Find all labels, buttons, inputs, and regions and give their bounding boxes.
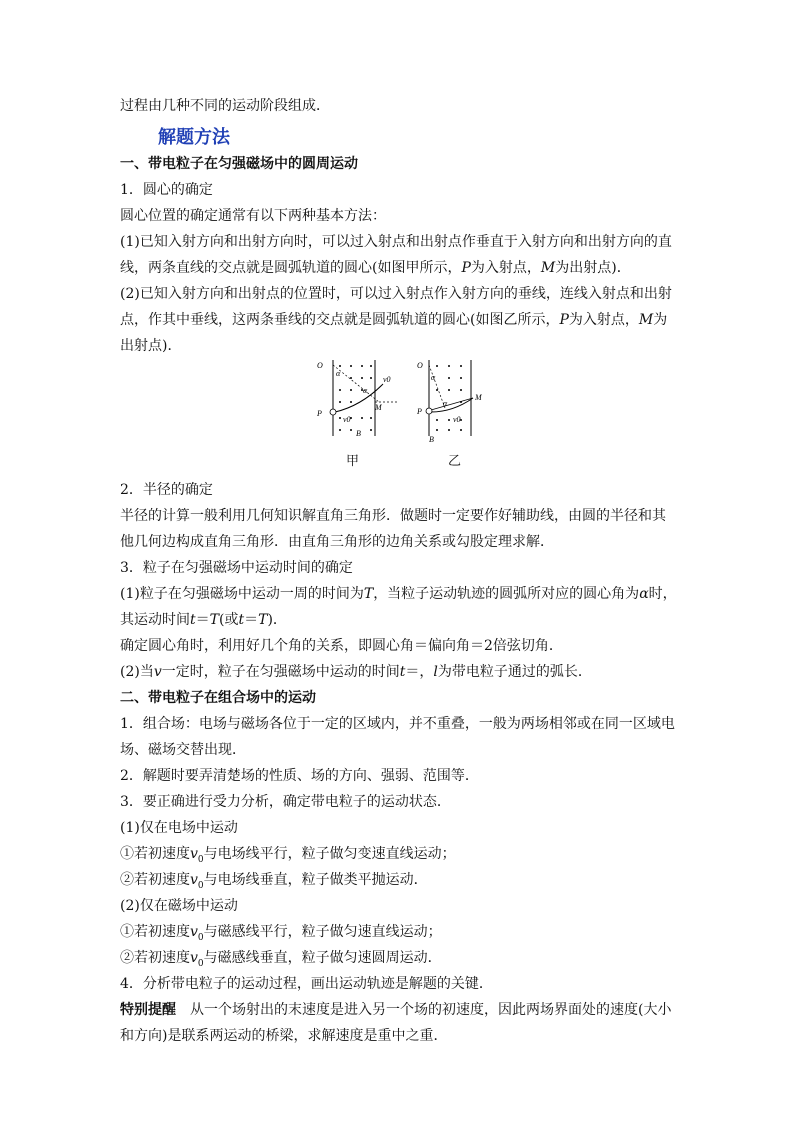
p1-line1: 1．组合场：电场与磁场各位于一定的区域内，并不重叠，一般为两场相邻或在同一区域电 — [120, 716, 675, 732]
method2-line1: (2)已知入射方向和出射点的位置时，可以过入射点作入射方向的垂线，连线入射点和出射 — [120, 286, 672, 302]
label-P: P — [417, 407, 422, 416]
method1-line2: 线，两条直线的交点就是圆弧轨道的圆心(如图甲所示，P为入射点，M为出射点)． — [120, 260, 631, 276]
electric-item-1: ①若初速度$v_0$与电场线平行，粒子做匀变速直线运动； — [120, 846, 456, 865]
label-B: B — [429, 435, 434, 444]
label-alpha-2: α — [363, 386, 368, 395]
p1-line2: 场、磁场交替出现． — [120, 742, 246, 758]
label-M: M — [475, 393, 482, 402]
label-alpha-2: α — [443, 399, 448, 408]
section-title: 解题方法 — [158, 127, 230, 148]
label-P: P — [317, 409, 322, 418]
label-v0-top: v0 — [383, 375, 391, 384]
s3-line2: 其运动时间t＝T(或t＝T)． — [120, 612, 287, 628]
figure-jia — [313, 356, 405, 444]
figure-jia-caption: 甲 — [346, 454, 360, 469]
remark-line1: 特别提醒 从一个场射出的末速度是进入另一个场的初速度，因此两场界面处的速度(大小 — [120, 1002, 672, 1018]
entry-point-p — [330, 409, 336, 415]
s2-line2: 他几何边构成直角三角形．由直角三角形的边角关系或勾股定理求解． — [120, 534, 554, 550]
s3-line3: 确定圆心角时，利用好几个角的关系，即圆心角＝偏向角＝2倍弦切角． — [120, 638, 563, 654]
figure-yi — [415, 356, 495, 444]
p3: 3．要正确进行受力分析，确定带电粒子的运动状态． — [120, 794, 451, 810]
p4: 4．分析带电粒子的运动过程，画出运动轨迹是解题的关键． — [120, 976, 493, 992]
part1-heading: 一、带电粒子在匀强磁场中的圆周运动 — [120, 156, 358, 172]
p2: 2．解题时要弄清楚场的性质、场的方向、强弱、范围等． — [120, 768, 479, 784]
label-alpha-1: α — [336, 369, 341, 378]
label-O: O — [317, 361, 323, 370]
method1-line1: (1)已知入射方向和出射方向时，可以过入射点和出射点作垂直于入射方向和出射方向的直 — [120, 234, 672, 250]
method2-line2: 点，作其中垂线，这两条垂线的交点就是圆弧轨道的圆心(如图乙所示，P为入射点，M为 — [120, 312, 668, 328]
label-M: M — [375, 403, 382, 412]
part2-heading: 二、带电粒子在组合场中的运动 — [120, 690, 316, 706]
s3-line4: (2)当v一定时，粒子在匀强磁场中运动的时间t＝，l为带电粒子通过的弧长． — [120, 664, 592, 680]
label-B: B — [356, 429, 361, 438]
magnetic-item-2: ②若初速度$v_0$与磁感线垂直，粒子做匀速圆周运动． — [120, 950, 442, 969]
electric-title: (1)仅在电场中运动 — [120, 820, 238, 836]
entry-point-p — [426, 408, 432, 414]
s3-line1: (1)粒子在匀强磁场中运动一周的时间为T，当粒子运动轨迹的圆弧所对应的圆心角为α时， — [120, 586, 677, 602]
s2-line1: 半径的计算一般利用几何知识解直角三角形．做题时一定要作好辅助线，由圆的半径和其 — [120, 508, 666, 524]
magnetic-title: (2)仅在磁场中运动 — [120, 898, 238, 914]
figure-yi-caption: 乙 — [448, 454, 462, 469]
label-O: O — [417, 361, 423, 370]
magnetic-item-1: ①若初速度$v_0$与磁感线平行，粒子做匀速直线运动； — [120, 924, 442, 943]
label-alpha-1: α — [431, 373, 436, 382]
s1-title: 1．圆心的确定 — [120, 182, 213, 198]
remark-line2: 和方向)是联系两运动的桥梁，求解速度是重中之重． — [120, 1028, 448, 1044]
s2-title: 2．半径的确定 — [120, 482, 213, 498]
method2-line3: 出射点)． — [120, 338, 182, 354]
s1-intro: 圆心位置的确定通常有以下两种基本方法： — [120, 208, 386, 224]
label-v0: v0 — [453, 415, 461, 424]
intro-tail: 过程由几种不同的运动阶段组成． — [120, 98, 330, 114]
label-v0-bottom: v0 — [343, 415, 351, 424]
electric-item-2: ②若初速度$v_0$与电场线垂直，粒子做类平抛运动． — [120, 872, 428, 891]
s3-title: 3．粒子在匀强磁场中运动时间的确定 — [120, 560, 353, 576]
remark-label: 特别提醒 — [120, 1002, 176, 1018]
